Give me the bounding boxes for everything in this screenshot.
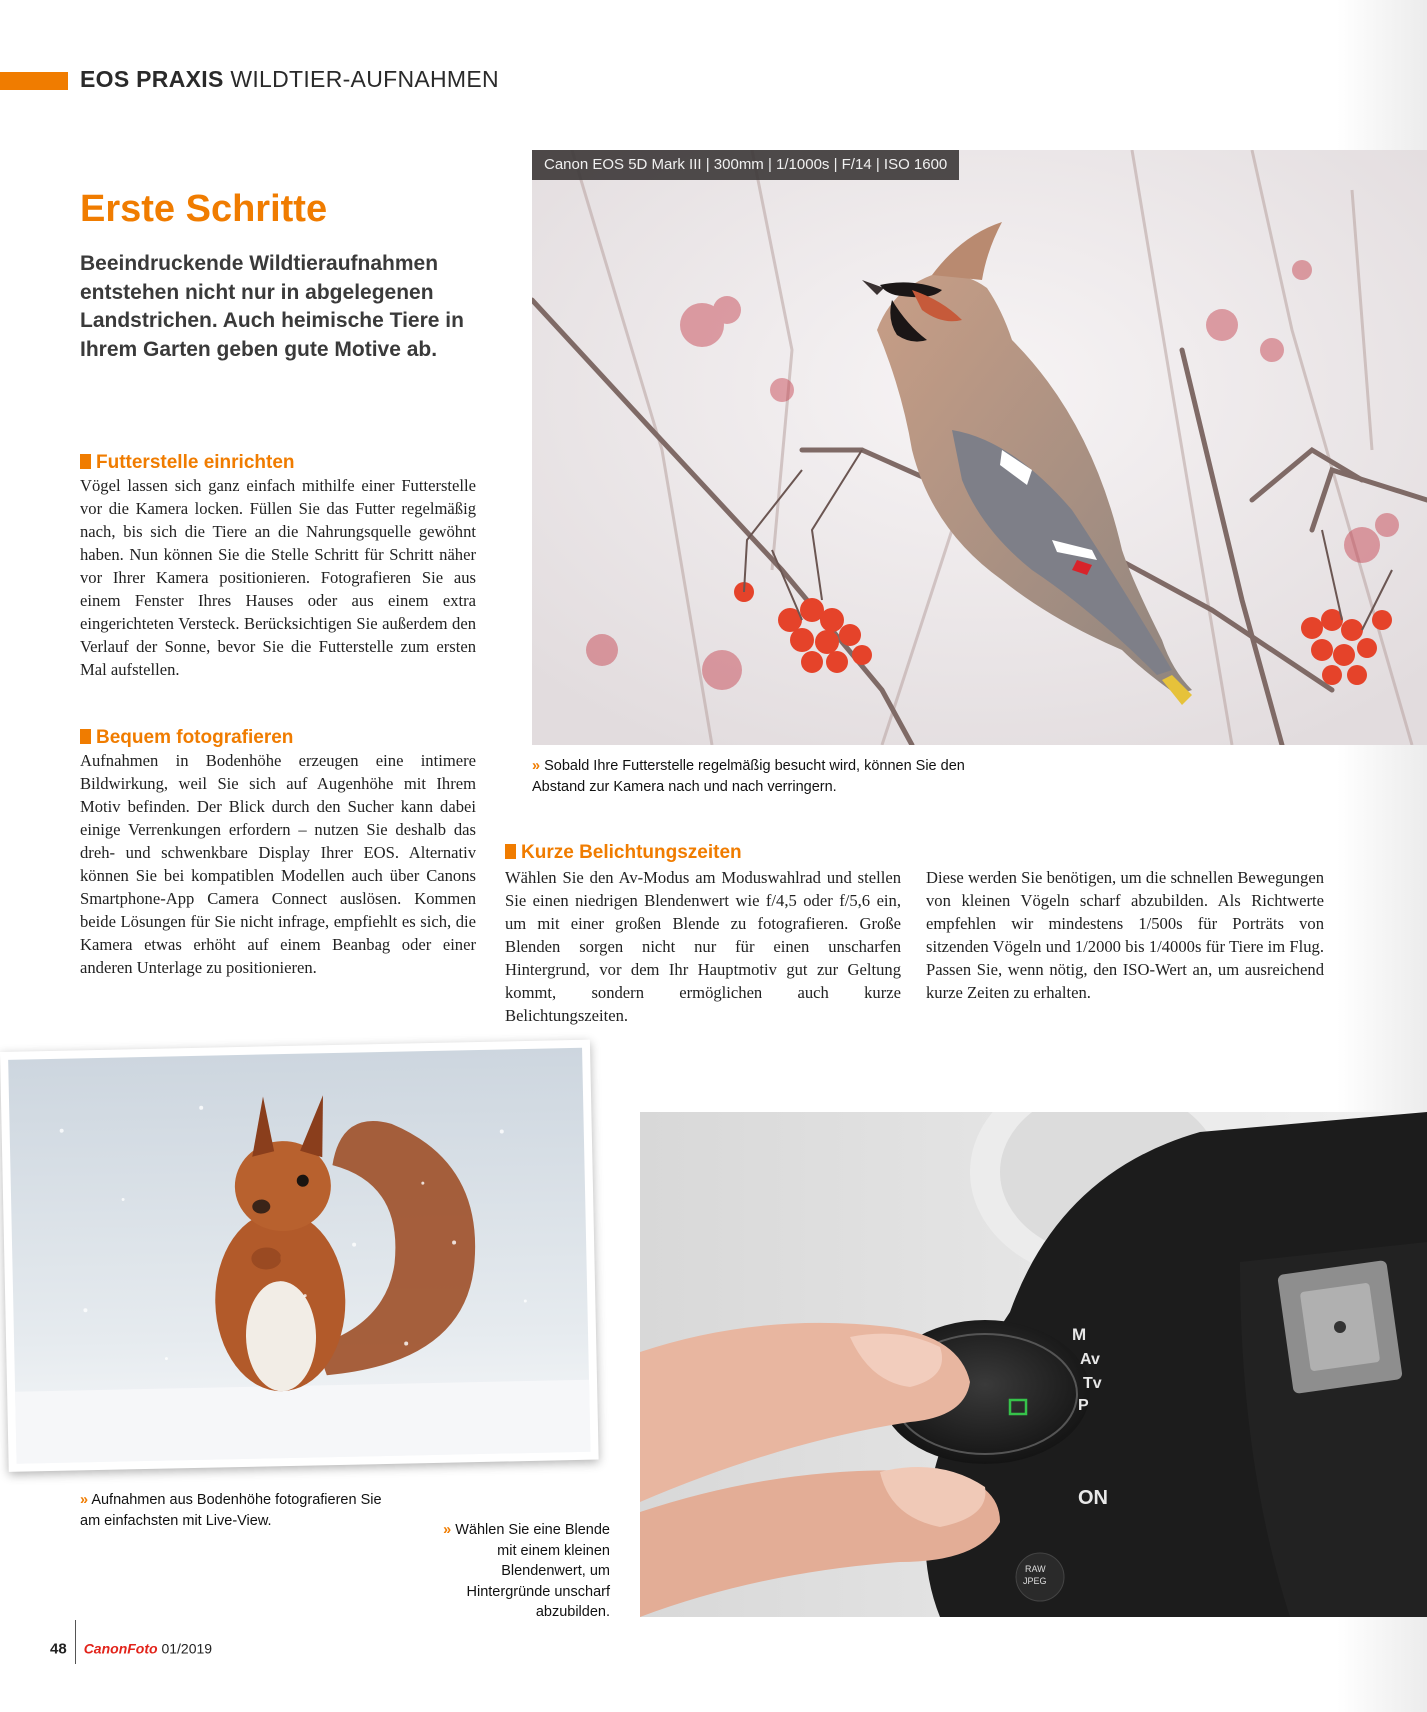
chevron-right-icon: »	[532, 758, 541, 774]
section-body: Aufnahmen in Bodenhöhe erzeugen eine intimere Bildwirkung, weil Sie sich auf Augenhöhe mit Ihrem Motiv befinden. Der Blick durch den Sucher kann dabei einige Verrenkungen erfordern – nutzen Sie deshalb das dreh- und schwenkbare Display Ihrer EOS. Alternativ können Sie bei kompatiblen Modellen auch über Canons Smartphone-App Camera Connect auslösen. Kommen beide Lösungen für Sie nicht infrage, empfiehlt es sich, die Kamera etwas erhöht auf einem Beanbag oder einer anderen Unterlage zu positionieren.	[80, 751, 476, 977]
squirrel-caption	[80, 1490, 400, 1531]
issue-number: 01/2019	[161, 1640, 213, 1657]
section-body-belichtung-col2: Diese werden Sie benötigen, um die schnellen Bewegungen von kleinen Vögeln scharf abzubilden. Als Richtwerte empfehlen wir mindestens 1/500s für Porträts von sitzenden Vögeln und 1/2000 bis 1/4000s für Tiere im Flug. Passen Sie, wenn nötig, den ISO-Wert an, um ausreichend kurze Zeiten zu erhalten.	[926, 868, 1324, 1002]
camera-illustration	[640, 1112, 1427, 1617]
header-accent-bar	[0, 72, 68, 90]
brand-foto: Foto	[127, 1640, 158, 1657]
caption-text: Sobald Ihre Futterstelle regelmäßig besucht wird, können Sie den Abstand zur Kamera nach und nach verringern.	[532, 758, 965, 795]
photo-waxwing	[532, 150, 1427, 745]
heading-square-icon	[80, 454, 91, 469]
section-body-belichtung-col1: Wählen Sie den Av-Modus am Moduswahlrad und stellen Sie einen niedrigen Blendenwert wie f/4,5 oder f/5,6 ein, um mit einer großen Blende zu fotografieren. Große Blenden sorgen nicht nur für einen unscharfen Hintergrund, vor dem Ihr Hauptmotiv gut zur Geltung kommt, sondern ermöglichen auch kurze Belichtungszeiten.	[505, 868, 901, 1025]
section-heading: Bequem fotografieren	[80, 727, 476, 749]
footer-divider	[75, 1620, 76, 1664]
exif-label: Canon EOS 5D Mark III | 300mm | 1/1000s | F/14 | ISO 1600	[532, 150, 959, 180]
section-futterstelle	[80, 452, 476, 681]
chevron-right-icon: »	[80, 1492, 89, 1508]
squirrel-illustration	[0, 1040, 599, 1472]
section-header	[80, 66, 499, 93]
section-header-bold: EOS PRAXIS	[80, 66, 224, 92]
dial-label-tv: Tv	[1083, 1375, 1102, 1392]
caption-text: Wählen Sie eine Blende mit einem kleinen Blendenwert, um Hintergründe unscharf abzubilden.	[455, 1522, 610, 1620]
on-label: ON	[1078, 1487, 1108, 1509]
photo-squirrel	[0, 1040, 599, 1472]
photo-camera-dial	[640, 1112, 1427, 1617]
section-heading-belichtung: Kurze Belichtungszeiten	[505, 842, 742, 864]
page-number: 48	[50, 1640, 67, 1658]
section-bequem	[80, 727, 476, 979]
dial-label-m: M	[1072, 1325, 1087, 1344]
heading-square-icon	[505, 844, 516, 859]
dial-label-av: Av	[1080, 1351, 1100, 1368]
article-lead: Beeindruckende Wildtieraufnahmen entstehen nicht nur in abgelegenen Landstrichen. Auch heimische Tiere in Ihrem Garten geben gute Motive ab.	[80, 252, 464, 361]
section-body: Vögel lassen sich ganz einfach mithilfe einer Futterstelle vor die Kamera locken. Füllen Sie das Futter regelmäßig nach, bis sich die Tiere an die Nahrungsquelle gewöhnt haben. Nun können Sie die Stelle Schritt für Schritt näher vor Ihrer Kamera positionieren. Fotografieren Sie aus einem Fenster Ihres Hauses oder aus einem extra eingerichteten Versteck. Berücksichtigen Sie außerdem den Verlauf der Sonne, bevor Sie die Futterstelle zum ersten Mal aufstellen.	[80, 476, 476, 679]
page-footer	[50, 1628, 212, 1672]
bird-caption	[532, 756, 1002, 797]
chevron-right-icon: »	[443, 1522, 452, 1538]
raw-label: RAW	[1025, 1564, 1046, 1574]
brand-canon: Canon	[83, 1640, 128, 1657]
article-title: Erste Schritte	[80, 188, 328, 230]
jpeg-label: JPEG	[1023, 1576, 1047, 1586]
waxwing-illustration	[532, 150, 1427, 745]
camera-caption	[440, 1520, 610, 1623]
dial-label-p: P	[1078, 1397, 1089, 1414]
heading-square-icon	[80, 729, 91, 744]
caption-text: Aufnahmen aus Bodenhöhe fotografieren Sie am einfachsten mit Live-View.	[80, 1492, 382, 1529]
section-heading: Futterstelle einrichten	[80, 452, 476, 474]
section-header-rest: WILDTIER-AUFNAHMEN	[230, 66, 499, 92]
